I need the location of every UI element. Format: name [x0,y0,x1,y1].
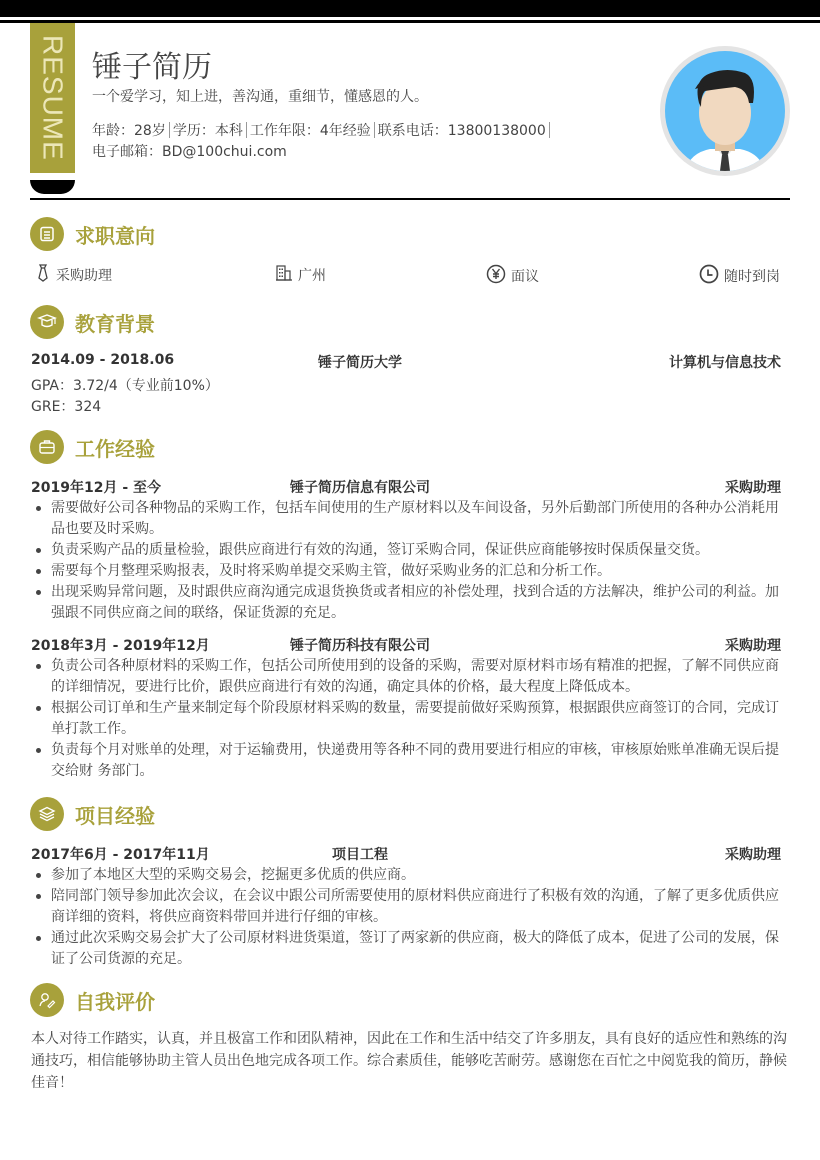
section-education [30,305,155,339]
section-self-evaluation [30,983,155,1017]
user-edit-icon [30,983,64,1017]
job-row [31,477,781,497]
candidate-name: 锤子简历 [92,50,212,85]
project-role: 采购助理 [725,847,781,863]
section-job-intent [30,217,155,251]
graduation-cap-icon [30,305,64,339]
top-bar-line [0,20,820,23]
list-item: 负责公司各种原材料的采购工作，包括公司所使用到的设备的采购，需要对原材料市场有精准的把握，了解不同供应商的详细情况，要进行比价，跟供应商进行有效的沟通，确定具体的价格，最大程度上降低成本。 [31,656,783,698]
education-row [31,352,781,372]
motto: 一个爱学习，知上进，善沟通，重细节，懂感恩的人。 [92,89,428,105]
resume-tag-label: RESUME [37,35,69,161]
intent-position: 采购助理 [35,264,112,286]
job-row [31,635,781,655]
intent-city: 广州 [275,264,326,286]
list-item: 负责采购产品的质量检验，跟供应商进行有效的沟通，签订采购合同，保证供应商能够按时保质保量交货。 [31,540,783,561]
clipboard-icon [30,217,64,251]
info-experience: 工作年限：4年经验 [249,123,371,139]
job-period: 2019年12月 - 至今 [31,480,162,496]
job-company: 锤子简历信息有限公司 [290,480,430,496]
education-gre: GRE：324 [31,399,102,415]
education-school: 锤子简历大学 [318,355,402,371]
job-bullets [31,498,783,624]
job-company: 锤子简历科技有限公司 [290,638,430,654]
job-role: 采购助理 [725,638,781,654]
self-evaluation-text: 本人对待工作踏实，认真，并且极富工作和团队精神，因此在工作和生活中结交了许多朋友，具有良好的适应性和熟练的沟通技巧，相信能够协助主管人员出色地完成各项工作。综合素质佳，能够吃苦耐劳。感谢您在百忙之中阅览我的简历，静候佳音！ [31,1031,787,1091]
project-name: 项目工程 [332,847,388,863]
education-period: 2014.09 - 2018.06 [31,352,175,368]
job-intent-row [32,264,782,288]
divider [374,122,375,138]
avatar [660,46,790,176]
info-education: 学历：本科 [172,123,243,139]
list-item: 出现采购异常问题，及时跟供应商沟通完成退货换货或者相应的补偿处理，找到合适的方法解决，维护公司的利益。加强跟不同供应商之间的联络，保证货源的充足。 [31,582,783,624]
personal-info [92,120,553,140]
briefcase-icon [30,430,64,464]
education-major: 计算机与信息技术 [669,355,781,371]
divider [246,122,247,138]
top-bar [0,0,820,17]
yen-icon [486,264,511,288]
job-period: 2018年3月 - 2019年12月 [31,638,210,654]
building-icon [275,264,298,286]
project-bullets [31,865,783,970]
layers-icon [30,797,64,831]
intent-salary: 面议 [486,264,539,288]
section-title: 自我评价 [75,989,155,1014]
list-item: 陪同部门领导参加此次会议，在会议中跟公司所需要使用的原材料供应商进行了积极有效的沟通，了解了更多优质供应商详细的资料，将供应商资料带回并进行仔细的审核。 [31,886,783,928]
job-bullets [31,656,783,782]
list-item: 需要每个月整理采购报表，及时将采购单提交采购主管，做好采购业务的汇总和分析工作。 [31,561,783,582]
section-title: 教育背景 [75,311,155,336]
list-item: 通过此次采购交易会扩大了公司原材料进货渠道，签订了两家新的供应商，极大的降低了成本，促进了公司的发展，保证了公司货源的充足。 [31,928,783,970]
clock-icon [699,264,724,288]
education-gpa: GPA：3.72/4（专业前10%） [31,378,219,394]
tie-icon [35,264,56,286]
resume-tag-foot [30,180,75,194]
project-period: 2017年6月 - 2017年11月 [31,847,210,863]
header-divider [30,198,790,200]
list-item: 负责每个月对账单的处理，对于运输费用，快递费用等各种不同的费用要进行相应的审核，审核原始账单准确无误后提交给财 务部门。 [31,740,783,782]
list-item: 根据公司订单和生产量来制定每个阶段原材料采购的数量，需要提前做好采购预算，根据跟供应商签订的合同，完成订单打款工作。 [31,698,783,740]
user-avatar-icon [665,51,785,171]
section-title: 项目经验 [75,803,155,828]
list-item: 参加了本地区大型的采购交易会，挖掘更多优质的供应商。 [31,865,783,886]
section-projects [30,797,155,831]
info-email: 电子邮箱：BD@100chui.com [92,144,287,160]
section-work [30,430,155,464]
project-row [31,844,781,864]
job-role: 采购助理 [725,480,781,496]
info-phone: 联系电话：13800138000 [377,123,546,139]
list-item: 需要做好公司各种物品的采购工作，包括车间使用的生产原材料以及车间设备，另外后勤部门所使用的各种办公消耗用品也要及时采购。 [31,498,783,540]
divider [549,122,550,138]
divider [169,122,170,138]
info-age: 年龄：28岁 [92,123,166,139]
section-title: 工作经验 [75,436,155,461]
section-title: 求职意向 [75,223,155,248]
resume-tag [30,23,75,173]
intent-availability: 随时到岗 [699,264,780,288]
